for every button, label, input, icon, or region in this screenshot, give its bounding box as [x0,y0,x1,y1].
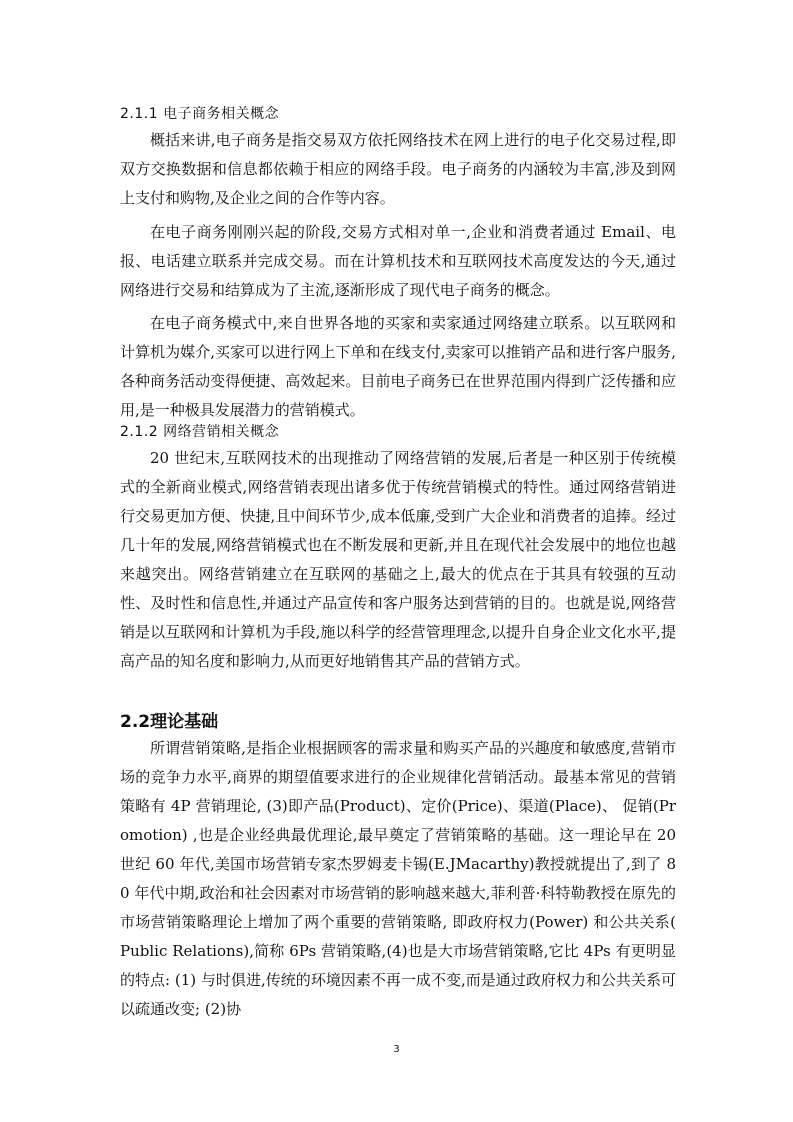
paragraph-ecommerce-history: 在电子商务刚刚兴起的阶段,交易方式相对单一,企业和消费者通过 Email、电报、电话建立联系并完成交易。而在计算机技术和互联网技术高度发达的今天,通过网络进行交易和结算成为了主流,逐渐形成了现代电子商务的概念。 [120,223,676,299]
paragraph-marketing-strategy: 所谓营销策略,是指企业根据顾客的需求量和购买产品的兴趣度和敏感度,营销市场的竞争力水平,商界的期望值要求进行的企业规律化营销活动。最基本常见的营销策略有 4P 营销理论, (3)即产品(Product)、定价(Price)、渠道(Place)、 促销(Promotion) ,也是企业经典最优理论,最早奠定了营销策略的基础。这一理论早在 20 世纪 60 年代,美国市场营销专家杰罗姆麦卡锡(E.JMacarthy)教授就提出了,到了 80 年代中期,政治和社会因素对市场营销的影响越来越大,菲利普·科特勒教授在原先的市场营销策略理论上增加了两个重要的营销策略, 即政府权力(Power) 和公共关系( Public Relations),简称 6Ps 营销策略,(4)也是大市场营销策略,它比 4Ps 有更明显的特点: (1) 与时俱进,传统的环境因素不再一成不变,而是通过政府权力和公共关系可以疏通改变; (2)协 [120,739,676,1018]
paragraph-network-marketing: 20 世纪末,互联网技术的出现推动了网络营销的发展,后者是一种区别于传统模式的全新商业模式,网络营销表现出诸多优于传统营销模式的特性。通过网络营销进行交易更加方便、快捷,且中间环节少,成本低廉,受到广大企业和消费者的追捧。经过几十年的发展,网络营销模式也在不断发展和更新,并且在现代社会发展中的地位也越来越突出。网络营销建立在互联网的基础之上,最大的优点在于其具有较强的互动性、及时性和信息性,并通过产品宣传和客户服务达到营销的目的。也就是说,网络营销是以互联网和计算机为手段,施以科学的经营管理理念,以提升自身企业文化水平,提高产品的知名度和影响力,从而更好地销售其产品的营销方式。 [120,449,676,670]
section-heading-2-1-2: 2.1.2 网络营销相关概念 [120,424,280,440]
paragraph-ecommerce-model: 在电子商务模式中,来自世界各地的买家和卖家通过网络建立联系。以互联网和计算机为媒介,买家可以进行网上下单和在线支付,卖家可以推销产品和进行客户服务,各种商务活动变得便捷、高效起来。目前电子商务已在世界范围内得到广泛传播和应用,是一种极具发展潜力的营销模式。 [120,314,676,419]
page-number: 3 [393,1044,400,1055]
section-heading-2-1-1: 2.1.1 电子商务相关概念 [120,106,280,122]
section-heading-2-2: 2.2理论基础 [120,712,219,732]
paragraph-ecommerce-definition: 概括来讲,电子商务是指交易双方依托网络技术在网上进行的电子化交易过程,即双方交换数据和信息都依赖于相应的网络手段。电子商务的内涵较为丰富,涉及到网上支付和购物,及企业之间的合作等内容。 [120,131,676,207]
